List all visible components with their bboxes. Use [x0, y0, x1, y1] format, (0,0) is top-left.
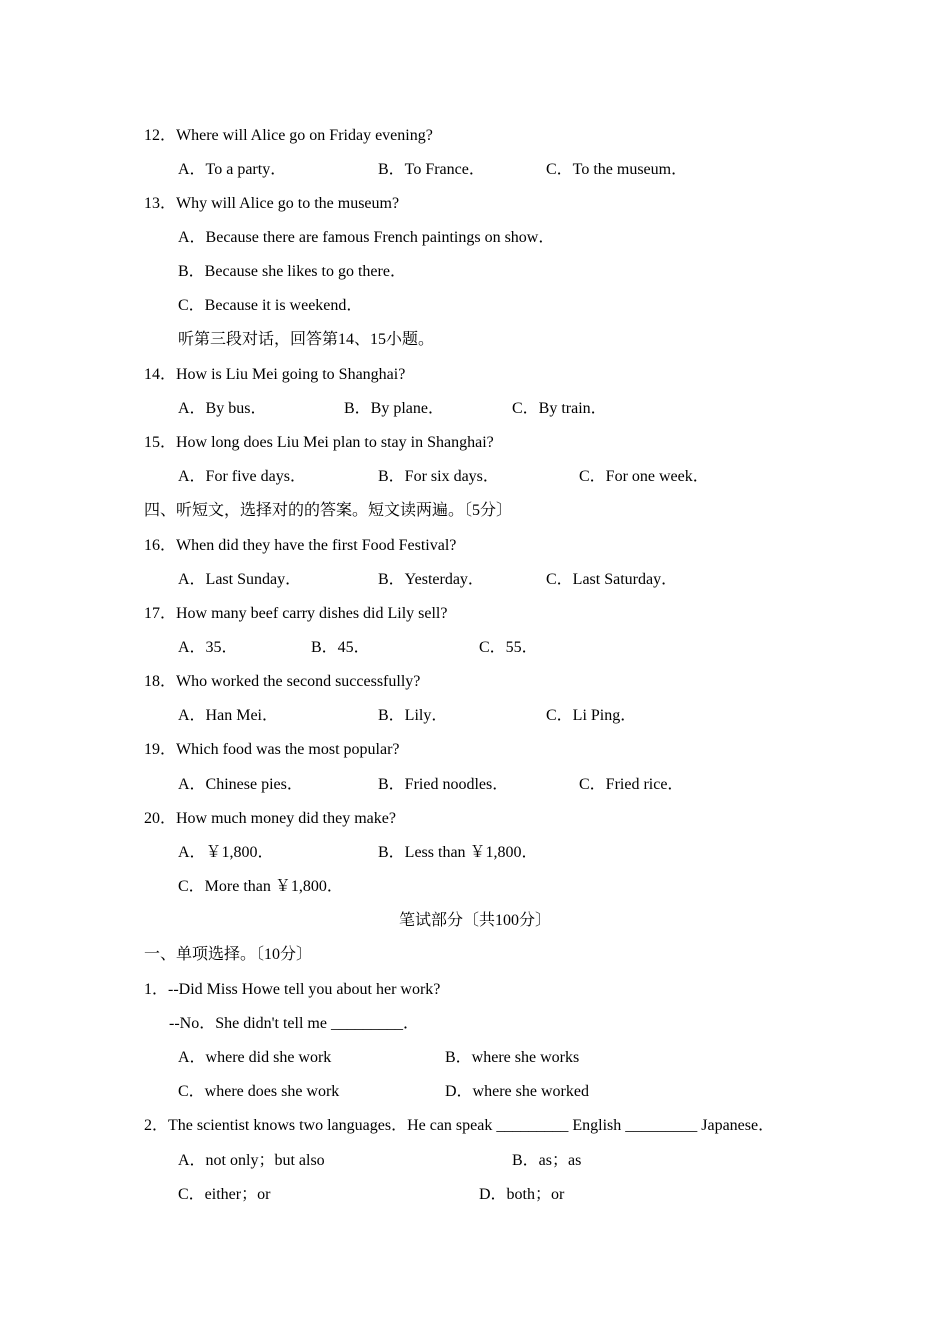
- written-question-2-option-a: A．not only；but also: [178, 1152, 325, 1169]
- question-20-stem: 20．How much money did they make?: [144, 810, 396, 827]
- question-19-option-a: A．Chinese pies．: [178, 776, 303, 793]
- question-14-stem: 14．How is Liu Mei going to Shanghai?: [144, 366, 406, 383]
- written-part-title: 笔试部分〔共100分〕: [398, 912, 551, 929]
- section-4-heading: 四、听短文，选择对的的答案。短文读两遍。〔5分〕: [144, 502, 513, 519]
- question-15-option-b: B．For six days．: [378, 468, 499, 485]
- question-13-option-a: A．Because there are famous French paintings on show．: [178, 229, 555, 246]
- question-12-option-a: A．To a party．: [178, 161, 287, 178]
- question-17-option-a: A．35．: [178, 639, 238, 656]
- question-18-stem: 18．Who worked the second successfully?: [144, 673, 421, 690]
- question-13-option-b: B．Because she likes to go there．: [178, 263, 406, 280]
- question-12-stem: 12．Where will Alice go on Friday evening?: [144, 127, 433, 144]
- written-question-1-option-a: A．where did she work: [178, 1049, 332, 1066]
- question-20-option-c: C．More than ￥1,800．: [178, 878, 343, 895]
- question-20-option-b: B．Less than ￥1,800．: [378, 844, 538, 861]
- question-19-option-b: B．Fried noodles．: [378, 776, 509, 793]
- written-question-1-reply: --No．She didn't tell me _________．: [169, 1015, 419, 1032]
- question-19-stem: 19．Which food was the most popular?: [144, 741, 400, 758]
- written-question-1-stem: 1．--Did Miss Howe tell you about her work?: [144, 981, 441, 998]
- question-12-option-b: B．To France．: [378, 161, 485, 178]
- section-3-note: 听第三段对话，回答第14、15小题。: [178, 331, 435, 348]
- written-question-2-option-d: D．both；or: [479, 1186, 565, 1203]
- question-16-stem: 16．When did they have the first Food Festival?: [144, 537, 457, 554]
- question-14-option-a: A．By bus．: [178, 400, 267, 417]
- question-14-option-b: B．By plane．: [344, 400, 444, 417]
- question-13-option-c: C．Because it is weekend．: [178, 297, 363, 314]
- question-15-option-a: A．For five days．: [178, 468, 306, 485]
- written-question-2-stem: 2．The scientist knows two languages．He can speak _________ English _________ Japanese．: [144, 1117, 775, 1134]
- part-1-heading: 一、单项选择。〔10分〕: [144, 946, 313, 963]
- question-20-option-a: A．￥1,800．: [178, 844, 274, 861]
- question-14-option-c: C．By train．: [512, 400, 607, 417]
- written-question-2-option-b: B．as；as: [512, 1152, 582, 1169]
- written-question-1-option-b: B．where she works: [445, 1049, 580, 1066]
- question-18-option-a: A．Han Mei．: [178, 707, 278, 724]
- written-question-1-option-c: C．where does she work: [178, 1083, 340, 1100]
- question-17-stem: 17．How many beef carry dishes did Lily sell?: [144, 605, 448, 622]
- question-19-option-c: C．Fried rice．: [579, 776, 684, 793]
- question-16-option-a: A．Last Sunday．: [178, 571, 302, 588]
- question-18-option-b: B．Lily．: [378, 707, 448, 724]
- question-15-stem: 15．How long does Liu Mei plan to stay in Shanghai?: [144, 434, 494, 451]
- question-17-option-c: C．55．: [479, 639, 538, 656]
- question-15-option-c: C．For one week．: [579, 468, 709, 485]
- written-question-1-option-d: D．where she worked: [445, 1083, 589, 1100]
- question-13-stem: 13．Why will Alice go to the museum?: [144, 195, 400, 212]
- question-16-option-c: C．Last Saturday．: [546, 571, 678, 588]
- written-question-2-option-c: C．either；or: [178, 1186, 271, 1203]
- question-17-option-b: B．45．: [311, 639, 370, 656]
- question-18-option-c: C．Li Ping．: [546, 707, 637, 724]
- question-12-option-c: C．To the museum．: [546, 161, 688, 178]
- question-16-option-b: B．Yesterday．: [378, 571, 484, 588]
